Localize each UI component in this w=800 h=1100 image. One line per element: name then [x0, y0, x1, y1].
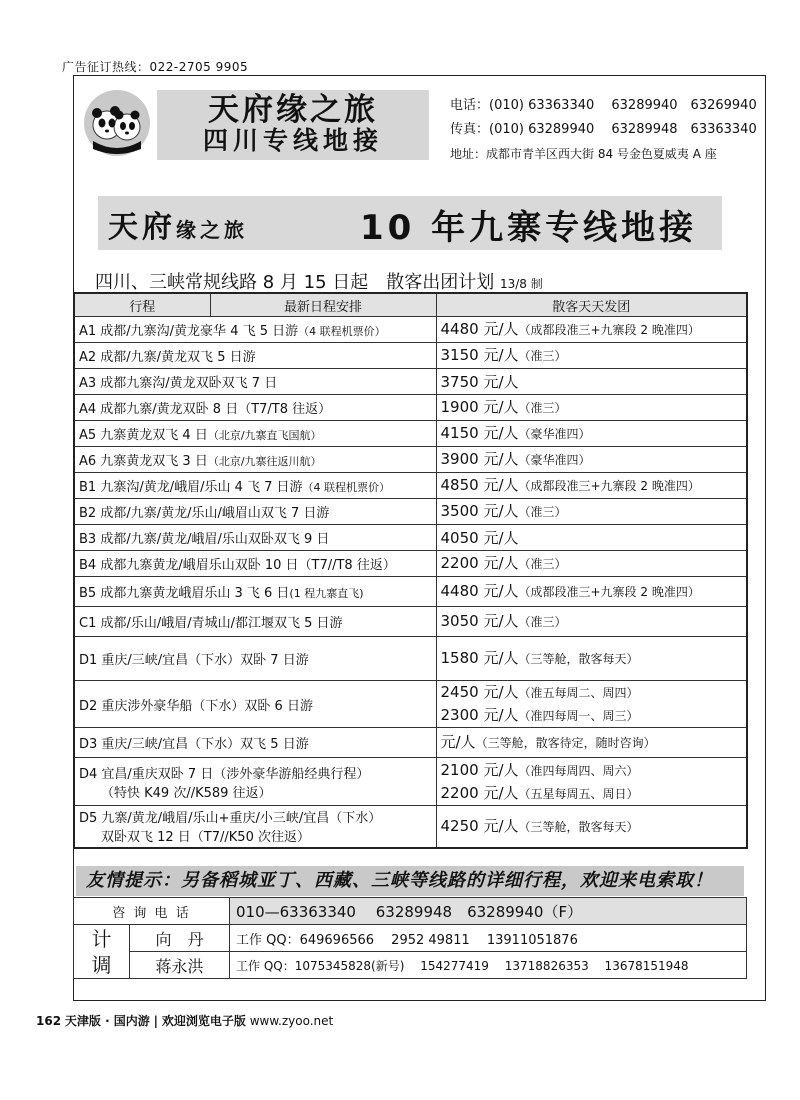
- table-row: [74, 806, 747, 848]
- route-name: D1 重庆/三峡/宜昌（下水）双卧 7 日游: [79, 653, 309, 668]
- table-row: [74, 343, 747, 369]
- price-value: 4150 元/人: [440, 424, 519, 442]
- table-row: [74, 421, 747, 447]
- price-note: （五星每周五、周日）: [518, 786, 639, 801]
- price-cell: [436, 577, 747, 607]
- table-row: [74, 499, 747, 525]
- table-row: [74, 551, 747, 577]
- brand-tagline: 四川专线地接: [202, 126, 383, 155]
- price-note: （豪华准四）: [518, 453, 591, 467]
- table-row: [74, 395, 747, 421]
- table-row: [74, 607, 747, 637]
- route-name: A2 成都/九寨/黄龙双飞 5 日游: [79, 350, 256, 365]
- price-note: （准三）: [518, 349, 567, 363]
- table-row: [74, 637, 747, 681]
- price-cell: [436, 637, 747, 681]
- price-cell: [436, 343, 747, 369]
- subtitle-version: 13/8 制: [499, 277, 543, 291]
- consult-label: 咨 询 电 话: [74, 898, 230, 925]
- price-value: 4050 元/人: [440, 528, 519, 547]
- price-cell: [436, 551, 747, 577]
- price-value: 1580 元/人: [440, 649, 519, 667]
- route-cell: [74, 369, 436, 395]
- price-note: （准三）: [518, 615, 567, 629]
- route-name: D4 宜昌/重庆双卧 7 日（涉外豪华游船经典行程）: [79, 766, 370, 782]
- price-value: 4250 元/人: [440, 816, 519, 835]
- route-cell: [74, 577, 436, 607]
- ad-hotline: 广告征订热线：022-2705 9905: [62, 60, 249, 74]
- dispatch-label: [74, 925, 130, 979]
- table-row: [74, 317, 747, 343]
- price-cell: [436, 499, 747, 525]
- panda-logo-icon: [83, 89, 151, 157]
- route-name: D2 重庆涉外豪华船（下水）双卧 6 日游: [79, 698, 313, 714]
- price-note: （成都段准三+九寨段 2 晚准四）: [518, 585, 700, 599]
- table-row: [74, 577, 747, 607]
- route-cell: [74, 473, 436, 499]
- page-footer: [36, 1012, 333, 1029]
- price-note: （准五每周二、周四）: [518, 686, 639, 700]
- price-cell: [436, 806, 747, 848]
- brand-title-box: [157, 90, 429, 160]
- schedule-subtitle: [95, 268, 543, 294]
- route-cell: [74, 758, 436, 806]
- consult-table: [73, 897, 747, 979]
- price-value: 4480 元/人: [440, 320, 519, 338]
- route-note: (1 程九寨直飞): [289, 587, 364, 600]
- route-note: （北京/九寨往返川航）: [207, 455, 322, 468]
- route-cell: [74, 551, 436, 577]
- price-cell: [436, 607, 747, 637]
- price-note: （准三）: [518, 401, 567, 415]
- price-value: 1900 元/人: [440, 398, 519, 416]
- dispatcher-info-1: 工作 QQ：649696566 2952 49811 13911051876: [230, 925, 747, 952]
- edition-label: 天津版 · 国内游: [64, 1014, 150, 1028]
- route-detail: 双卧双飞 12 日（T7//K50 次往返）: [101, 830, 310, 846]
- route-cell: [74, 499, 436, 525]
- header-schedule: 最新日程安排: [210, 293, 436, 317]
- route-name: A5 九寨黄龙双飞 4 日: [79, 428, 208, 443]
- page-number: 162: [36, 1014, 62, 1028]
- route-name: A1 成都/九寨沟/黄龙豪华 4 飞 5 日游: [79, 324, 299, 339]
- schedule-table: [73, 292, 748, 849]
- price-value: 2450 元/人: [440, 683, 519, 701]
- route-cell: [74, 525, 436, 551]
- table-row: [74, 369, 747, 395]
- price-cell: [436, 681, 747, 728]
- table-row: [74, 447, 747, 473]
- route-name: A4 成都九寨/黄龙双卧 8 日（T7/T8 往返）: [79, 402, 332, 417]
- price-value: 3050 元/人: [440, 612, 519, 630]
- price-value: 3750 元/人: [440, 372, 519, 391]
- route-name: B4 成都九寨黄龙/峨眉乐山双卧 10 日（T7//T8 往返）: [79, 558, 396, 573]
- price-value: 3500 元/人: [440, 502, 519, 520]
- route-cell: [74, 421, 436, 447]
- route-name: B5 成都九寨黄龙峨眉乐山 3 飞 6 日: [79, 586, 290, 601]
- dispatcher-name-2: 蒋永洪: [130, 952, 230, 979]
- banner-brand-small: 缘之旅: [176, 218, 248, 242]
- price-value: 3900 元/人: [440, 450, 519, 468]
- price-value: 3150 元/人: [440, 346, 519, 364]
- contact-address: 地址：成都市青羊区西大街 84 号金色夏威夷 A 座: [450, 147, 717, 161]
- price-note: （豪华准四）: [518, 427, 591, 441]
- friendly-notice: 友情提示：另备稻城亚丁、西藏、三峡等线路的详细行程，欢迎来电索取！: [76, 866, 744, 896]
- table-row: [74, 681, 747, 728]
- route-cell: [74, 447, 436, 473]
- price-value: 元/人: [440, 733, 476, 751]
- route-detail: （特快 K49 次//K589 往返）: [101, 785, 272, 801]
- footer-url[interactable]: www.zyoo.net: [249, 1014, 334, 1028]
- dispatch-label-2: 调: [91, 952, 112, 977]
- price-value: 4480 元/人: [440, 582, 519, 600]
- banner-slogan: 10 年九寨专线地接: [360, 208, 698, 248]
- price-value: 2300 元/人: [440, 706, 519, 724]
- price-note: （准三）: [518, 505, 567, 519]
- price-cell: [436, 728, 747, 758]
- route-cell: [74, 395, 436, 421]
- route-name: B2 成都/九寨/黄龙/乐山/峨眉山双飞 7 日游: [79, 506, 330, 521]
- footer-slogan: 欢迎浏览电子版: [161, 1014, 246, 1028]
- brand-name: 天府缘之旅: [208, 92, 378, 128]
- route-cell: [74, 806, 436, 848]
- route-name: A6 九寨黄龙双飞 3 日: [79, 454, 208, 469]
- price-cell: [436, 758, 747, 806]
- route-name: D5 九寨/黄龙/峨眉/乐山+重庆/小三峡/宜昌（下水）: [79, 811, 382, 827]
- route-cell: [74, 728, 436, 758]
- route-name: D3 重庆/三峡/宜昌（下水）双飞 5 日游: [79, 737, 309, 752]
- route-cell: [74, 681, 436, 728]
- price-note: （成都段准三+九寨段 2 晚准四）: [518, 479, 700, 493]
- contact-tel: 电话：(010) 63363340 63289940 63269940: [450, 98, 757, 113]
- route-cell: [74, 637, 436, 681]
- price-note: （三等舱，散客待定，随时咨询）: [475, 736, 656, 750]
- table-row: [74, 758, 747, 806]
- table-row: [74, 525, 747, 551]
- price-cell: [436, 447, 747, 473]
- route-note: （北京/九寨直飞国航）: [207, 429, 322, 442]
- contact-fax: 传真：(010) 63289940 63289948 63363340: [450, 122, 757, 137]
- route-name: B3 成都/九寨/黄龙/峨眉/乐山双卧双飞 9 日: [79, 532, 330, 547]
- route-name: A3 成都九寨沟/黄龙双卧双飞 7 日: [79, 376, 278, 391]
- header-departure: 散客天天发团: [436, 293, 747, 317]
- price-value: 2100 元/人: [440, 760, 519, 779]
- price-cell: [436, 369, 747, 395]
- banner-brand-main: 天府: [108, 210, 176, 245]
- route-note: （4 联程机票价）: [298, 325, 386, 338]
- price-note: （成都段准三+九寨段 2 晚准四）: [518, 323, 700, 337]
- route-name: B1 九寨沟/黄龙/峨眉/乐山 4 飞 7 日游: [79, 480, 303, 495]
- table-row: [74, 473, 747, 499]
- price-cell: [436, 421, 747, 447]
- price-value: 2200 元/人: [440, 554, 519, 572]
- consult-phones: 010—63363340 63289948 63289940（F）: [230, 898, 747, 925]
- dispatcher-name-1: 向 丹: [130, 925, 230, 952]
- route-name: C1 成都/乐山/峨眉/青城山/都江堰双飞 5 日游: [79, 616, 343, 631]
- table-row: [74, 728, 747, 758]
- route-cell: [74, 343, 436, 369]
- price-note: （准三）: [518, 557, 567, 571]
- route-cell: [74, 607, 436, 637]
- subtitle-main: 四川、三峡常规线路 8 月 15 日起 散客出团计划: [95, 272, 495, 293]
- footer-separator: |: [153, 1014, 159, 1028]
- dispatch-label-1: 计: [91, 926, 112, 951]
- price-cell: [436, 525, 747, 551]
- banner-brand: [108, 202, 248, 246]
- banner: [98, 196, 722, 250]
- header-route: 行程: [74, 293, 210, 317]
- price-cell: [436, 473, 747, 499]
- price-note: （三等舱，散客每天）: [518, 652, 639, 666]
- route-cell: [74, 317, 436, 343]
- price-value: 2200 元/人: [440, 783, 519, 802]
- route-note: （4 联程机票价）: [302, 481, 391, 494]
- price-value: 4850 元/人: [440, 476, 519, 494]
- price-note: （准四每周一、周三）: [518, 709, 639, 723]
- price-cell: [436, 395, 747, 421]
- price-note: （三等舱，散客每天）: [518, 819, 639, 834]
- price-cell: [436, 317, 747, 343]
- dispatcher-info-2: 工作 QQ：1075345828(新号) 154277419 13718826353 13678151948: [230, 952, 747, 979]
- price-note: （准四每周四、周六）: [518, 763, 639, 778]
